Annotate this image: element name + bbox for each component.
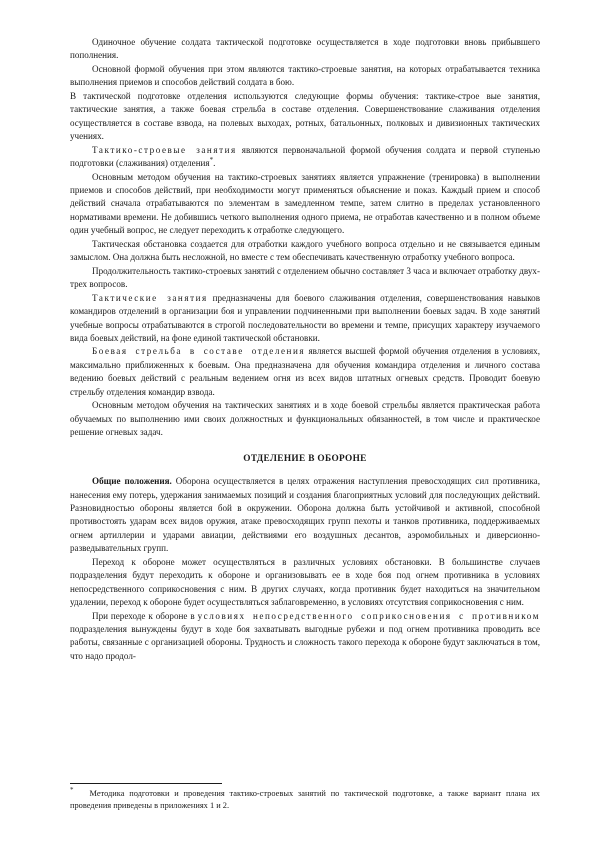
term-live-fire-squad: Боевая стрельба в составе отделения bbox=[92, 346, 306, 357]
paragraph-8 bbox=[70, 292, 540, 346]
paragraph-4-tail: . bbox=[213, 158, 216, 169]
footnote-body bbox=[70, 788, 540, 813]
paragraph-7: Продолжительность тактико-строевых занятий с отделением обычно составляет 3 часа и включает отработку двух-трех вопросов. bbox=[70, 265, 540, 290]
term-direct-contact-conditions: условиях непосредственного соприкосновения с противником bbox=[197, 610, 540, 621]
paragraph-4 bbox=[70, 144, 540, 171]
paragraph-12: Переход к обороне может осуществляться в различных условиях обстановки. В большинстве случаев подразделения будут переходить к обороне и организовывать ее в ходе боя под огнем противника в условиях непосредственного соприкосновения с ним. В других случаях, когда противник будет находиться на значительном удалении, переход к обороне будет осуществляться заблаговременно, в условиях отсутствия соприкосновения с ним. bbox=[70, 556, 540, 608]
footnote-marker: * bbox=[70, 786, 74, 795]
term-tactical-drill-lessons: Тактико-строевые занятия bbox=[92, 144, 237, 155]
footnote-reference-marker: * bbox=[209, 156, 214, 165]
paragraph-11 bbox=[70, 475, 540, 556]
paragraph-8-text: предназначены для боевого слаживания отделения, совершенствования навыков командиров отделений в организации боя и управлении подчиненными при выполнении боевых задач. В ходе занятий учебные вопросы отрабатываются в строгой последовательности во времени и темпе, присущих характеру изучаемого вида боевых действий, на фоне единой тактической обстановки. bbox=[70, 292, 540, 343]
section-heading: ОТДЕЛЕНИЕ В ОБОРОНЕ bbox=[243, 453, 367, 464]
paragraph-6: Тактическая обстановка создается для отработки каждого учебного вопроса отдельно и не связывается единым замыслом. Она должна быть несложной, но вместе с тем обеспечивать качественную отработку учебного вопроса. bbox=[70, 238, 540, 263]
paragraph-11-bold-lead: Общие положения. bbox=[92, 476, 172, 487]
paragraph-11-text: Оборона осуществляется в целях отражения наступления превосходящих сил противника, нанесения ему потерь, удержания занимаемых позиций и создания благоприятных условий для последующих действий. Разновидностью обороны является бой в окружении. Оборона должна быть устойчивой и активной, способной противостоять ударам всех видов оружия, атаке превосходящих групп пехоты и танков противника, поддерживаемых огнем артиллерии и ударами авиации, действиями его воздушных десантов, аэромобильных и диверсионно-разведывательных групп. bbox=[70, 476, 540, 554]
paragraph-5: Основным методом обучения на тактико-строевых занятиях является упражнение (тренировка) в выполнении приемов и способов действий, при необходимости могут применяться объяснение и показ. Каждый прием и способ действий сначала отрабатываются по элементам в замедленном темпе, затем слитно в пределах установленного нормативами времени. Не добившись четкого выполнения одного приема, не отработав качественно и в полном объеме один учебный вопрос, не следует переходить к отработке следующего. bbox=[70, 171, 540, 236]
paragraph-13-text: подразделения вынуждены будут в ходе боя захватывать выгодные рубежи и под огнем противника проводить все работы, связанные с организацией обороны. Трудность и сложность такого перехода к обороне будут заключаться в том, что надо продол- bbox=[70, 624, 540, 661]
document-body bbox=[70, 36, 540, 663]
paragraph-3: В тактической подготовке отделения используются следующие формы обучения: тактике-строе вые занятия, тактические занятия, а также боевая стрельба в составе отделения. Совершенствование слаживания отделения осуществляется в составе взвода, на полевых выходах, ротных, батальонных, полковых и дивизионных тактических учениях. bbox=[70, 90, 540, 142]
footnote-separator-rule bbox=[70, 783, 222, 784]
paragraph-1: Одиночное обучение солдата тактической подготовке осуществляется в ходе подготовки вновь прибывшего пополнения. bbox=[70, 37, 540, 61]
footnote-content: Методика подготовки и проведения тактико-строевых занятий по тактической подготовке, а также вариант плана их проведения приведены в приложениях 1 и 2. bbox=[70, 788, 540, 811]
footnote-area bbox=[70, 783, 540, 813]
paragraph-2: Основной формой обучения при этом являются тактико-строевые занятия, на которых отрабатывается техника выполнения приемов и способов действий солдата в бою. bbox=[70, 63, 540, 88]
paragraph-10: Основным методом обучения на тактических занятиях и в ходе боевой стрельбы является практическая работа обучаемых по выполнению ими своих должностных и функциональных обязанностей, в том числе и практическое решение огневых задач. bbox=[70, 400, 540, 438]
term-tactical-lessons: Тактические занятия bbox=[92, 292, 208, 303]
paragraph-9-text: является высшей формой обучения отделения в условиях, максимально приближенных к боевым. Она предназначена для обучения командира отделения и личного состава ведению боевых действий с реальным ведением огня из всех видов штатных огневых средств. Проводит боевую стрельбу отделения командир взвода. bbox=[70, 346, 540, 397]
paragraph-13 bbox=[70, 610, 540, 664]
footnote-paragraph bbox=[70, 788, 540, 813]
paragraph-13-lead: При переходе к обороне в bbox=[92, 610, 198, 621]
paragraph-4-text: являются первоначальной формой обучения солдата и первой ступенью подготовки (слаживания) отделения bbox=[70, 144, 540, 169]
paragraph-9 bbox=[70, 345, 540, 399]
